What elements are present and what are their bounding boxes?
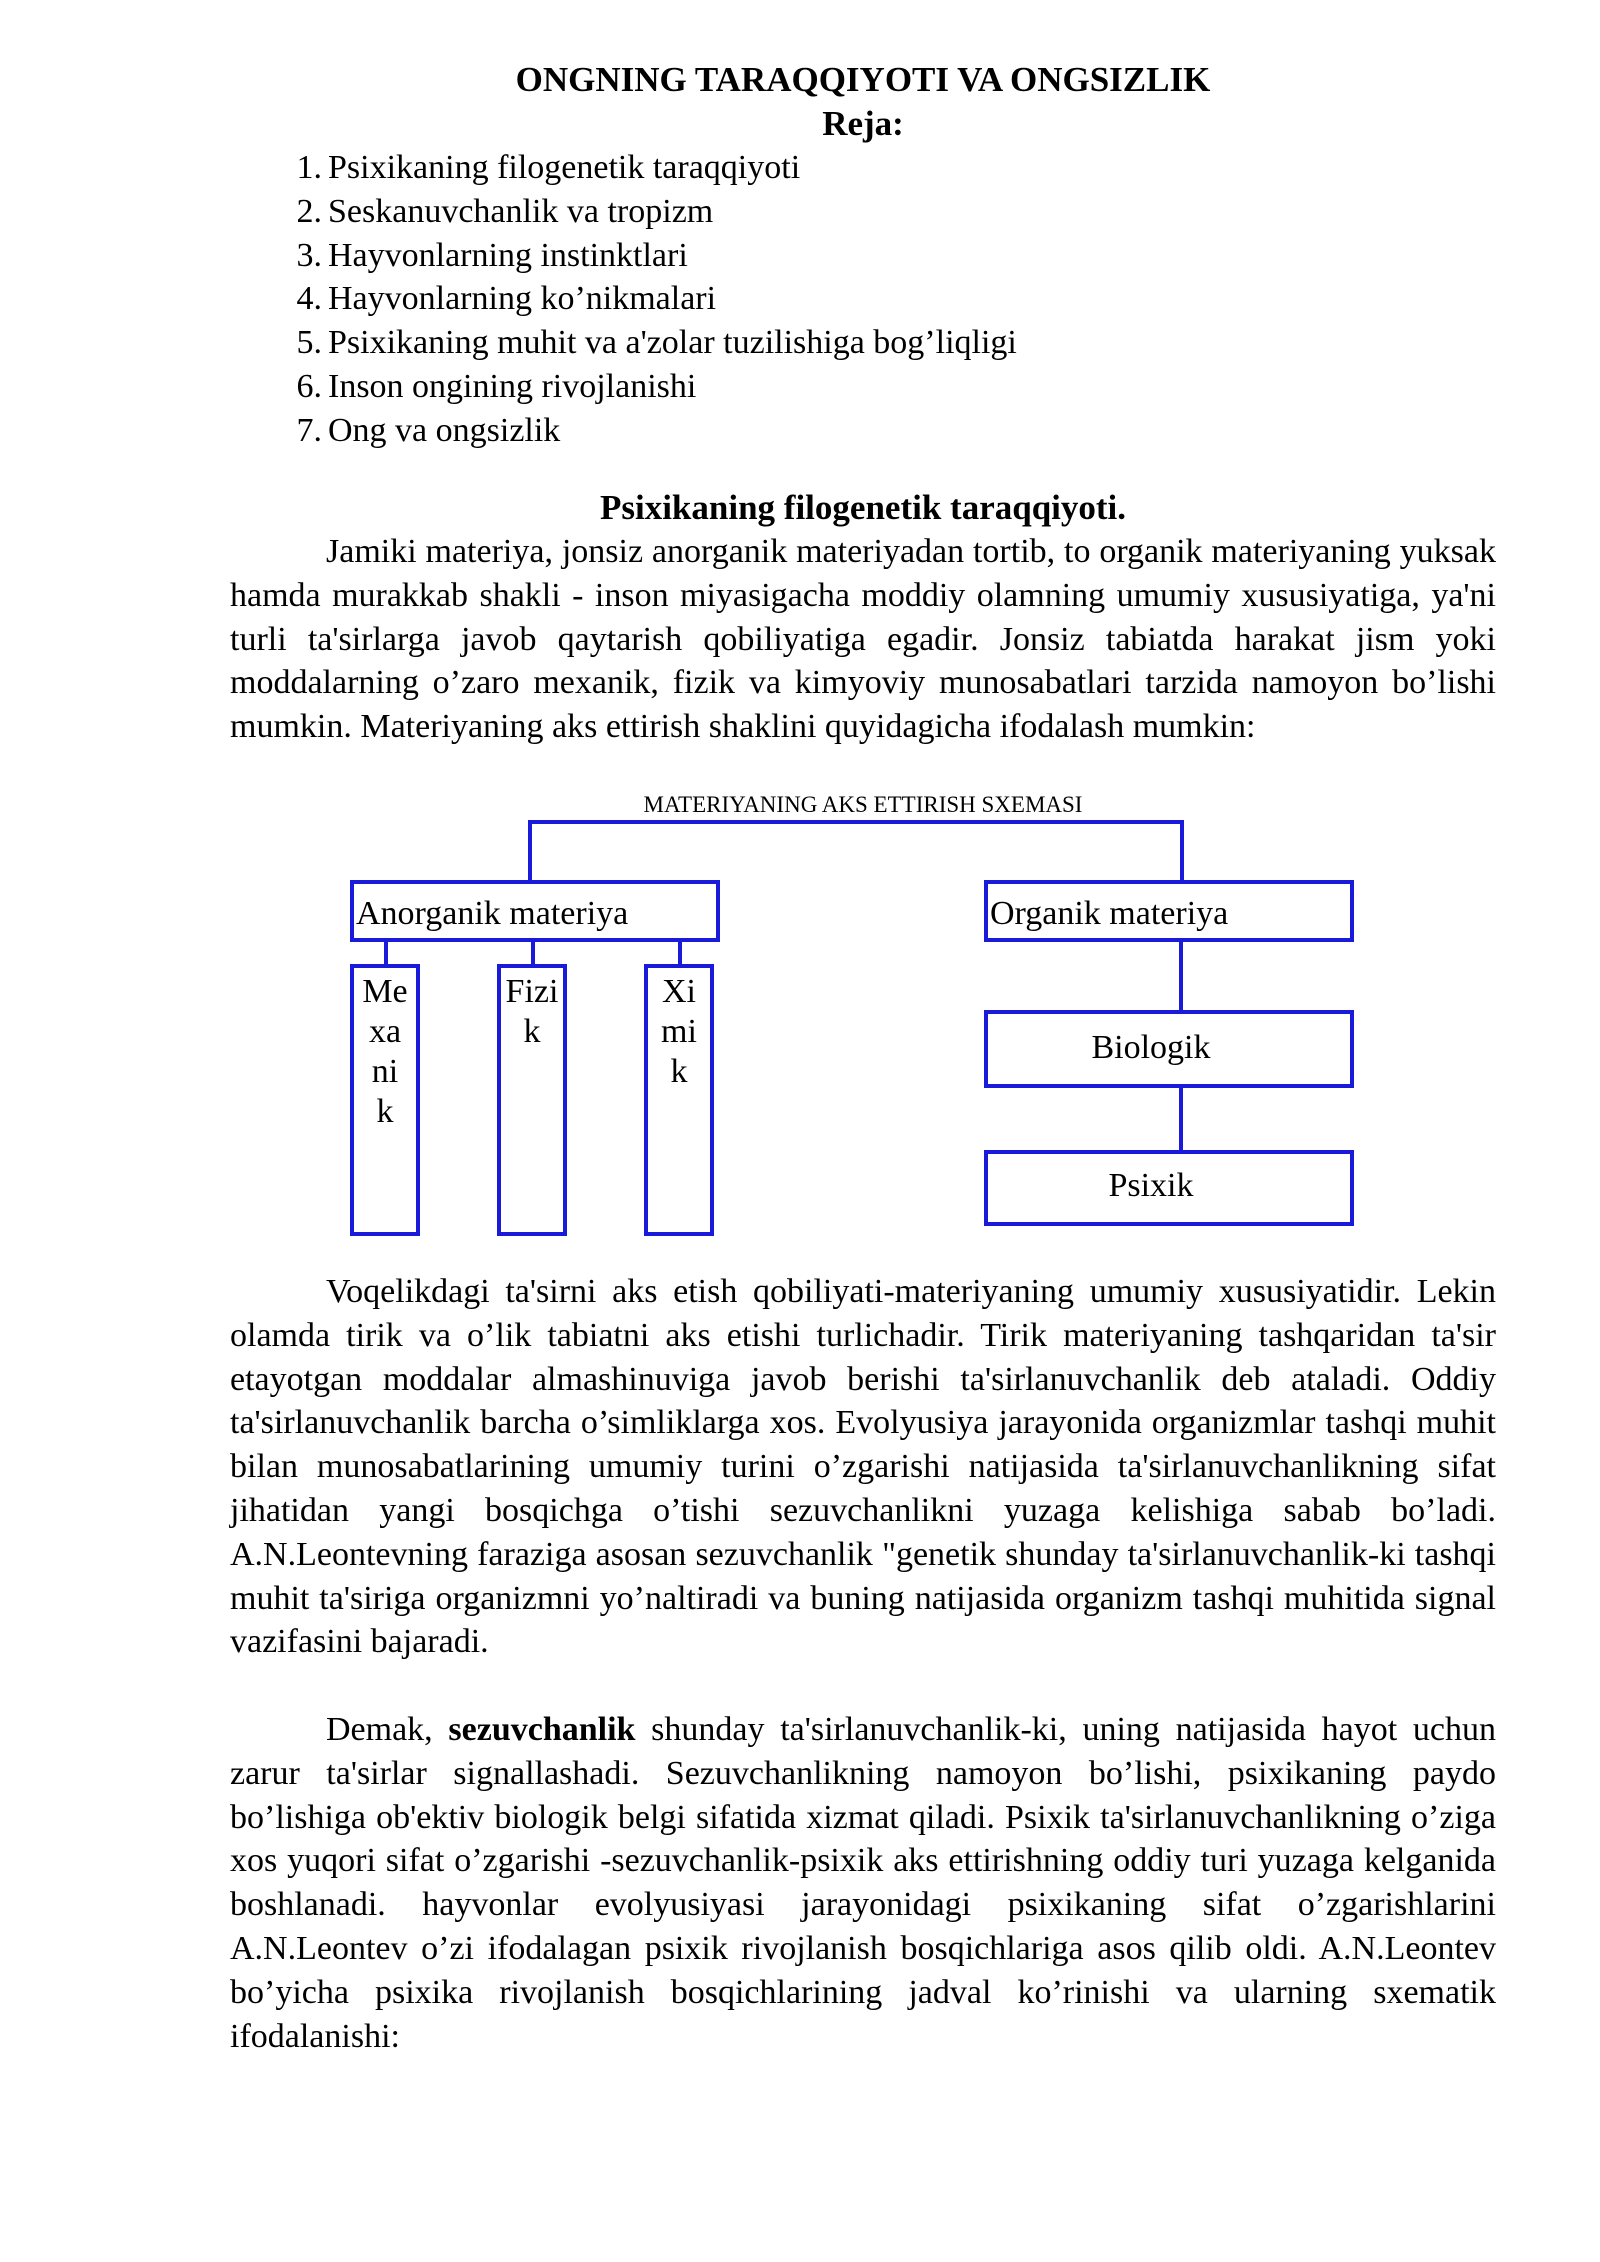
plan-item-text: Seskanuvchanlik va tropizm: [328, 192, 714, 230]
paragraph-sensitivity-rest: shunday ta'sirlanuvchanlik-ki, uning natijasida hayot uchun zarur ta'sirlar signallashadi. Sezuvchanlikning namoyon bo’lishi, psixikaning paydo bo’lishiga ob'ektiv biologik belgi sifatida xizmat qiladi. Psixik ta'sirlanuvchanlikning o’ziga xos yuqori sifat o’zgarishi -sezuvchanlik-psixik aks ettirishning oddiy turi yuzaga kelganida boshlanadi. hayvonlar evolyusiyasi jarayonidagi psixikaning sifat o’zgarishlarini A.N.Leontev o’zi ifodalagan psixik rivojlanish bosqichlariga asos qilib oldi. A.N.Leontev bo’yicha psixika rivojlanish bosqichlarining jadval ko’rinishi va ularning sxematik ifodalanishi:: [230, 1711, 1496, 2055]
plan-heading: Reja:: [822, 104, 904, 143]
plan-item-number: 1.: [296, 149, 322, 186]
box-mexanik-label: Me xa ni k: [362, 973, 408, 1130]
box-psixik-label: Psixik: [1108, 1167, 1194, 1204]
connector-top-bracket: [530, 822, 1182, 882]
paragraph-sensitivity-start: Demak,: [326, 1711, 449, 1748]
box-fizik-label: Fizi k: [505, 973, 559, 1050]
term-sezuvchanlik: sezuvchanlik: [448, 1711, 636, 1748]
box-mexanik: [350, 964, 420, 1236]
plan-item-text: Hayvonlarning instinktlari: [328, 236, 688, 274]
plan-item-number: 6.: [296, 367, 322, 405]
plan-item-number: 2.: [296, 192, 322, 230]
box-biologik: [984, 1010, 1354, 1088]
section-heading: Psixikaning filogenetik taraqqiyoti.: [599, 488, 1127, 527]
box-ximik-label: Xi mi k: [661, 973, 697, 1090]
plan-item-text: Psixikaning muhit va a'zolar tuzilishiga bog’liqligi: [328, 324, 1017, 362]
plan-item-number: 7.: [296, 411, 322, 449]
plan-item-text: Inson ongining rivojlanishi: [328, 367, 697, 405]
plan-item-text: Psixikaning filogenetik taraqqiyoti: [328, 149, 801, 186]
box-ximik: [644, 964, 714, 1236]
plan-item-number: 5.: [296, 324, 322, 362]
box-anorganik-materiya: [350, 880, 720, 942]
plan-item-text: Ong va ongsizlik: [328, 411, 561, 449]
box-organik-label: Organik materiya: [990, 895, 1229, 932]
paragraph-reflection: Voqelikdagi ta'sirni aks etish qobiliyati-materiyaning umumiy xususiyatidir. Lekin olamda tirik va o’lik tabiatni aks etishi turlichadir. Tirik materiyaning tashqaridan ta'sir etayotgan moddalar almashinuviga javob berishi ta'sirlanuvchanlik deb ataladi. Oddiy ta'sirlanuvchanlik barcha o’simliklarga xos. Evolyusiya jarayonida organizmlar tashqi muhit bilan munosabatlarining umumiy turini o’zgarishi natijasida ta'sirlanuvchanlikning sifat jihatidan yangi bosqichga o’tishi sezuvchanlikni yuzaga kelishiga sabab bo’ladi. A.N.Leontevning faraziga asosan sezuvchanlik "genetik shunday ta'sirlanuvchanlik-ki tashqi muhit ta'siriga organizmni yo’naltiradi va buning natijasida organizm tashqi muhitida signal vazifasini bajaradi.: [230, 1273, 1496, 1661]
box-psixik: [984, 1150, 1354, 1226]
plan-item-number: 3.: [296, 236, 322, 274]
document-title: ONGNING TARAQQIYOTI VA ONGSIZLIK: [515, 60, 1211, 99]
plan-item-number: 4.: [296, 280, 322, 318]
scheme-title: MATERIYANING AKS ETTIRISH SXEMASI: [643, 792, 1083, 817]
box-fizik: [497, 964, 567, 1236]
box-biologik-label: Biologik: [1091, 1029, 1211, 1066]
box-organik-materiya: [984, 880, 1354, 942]
plan-item-text: Hayvonlarning ko’nikmalari: [328, 280, 717, 318]
paragraph-intro: Jamiki materiya, jonsiz anorganik materiyadan tortib, to organik materiyaning yuksak hamda murakkab shakli - inson miyasigacha moddiy olamning umumiy xususiyatiga, ya'ni turli ta'sirlarga javob qaytarish qobiliyatiga egadir. Jonsiz tabiatda harakat jism yoki moddalarning o’zaro mexanik, fizik va kimyoviy munosabatlari tarzida namoyon bo’lishi mumkin. Materiyaning aks ettirish shaklini quyidagicha ifodalash mumkin:: [230, 533, 1496, 746]
box-anorganik-label: Anorganik materiya: [356, 895, 629, 932]
